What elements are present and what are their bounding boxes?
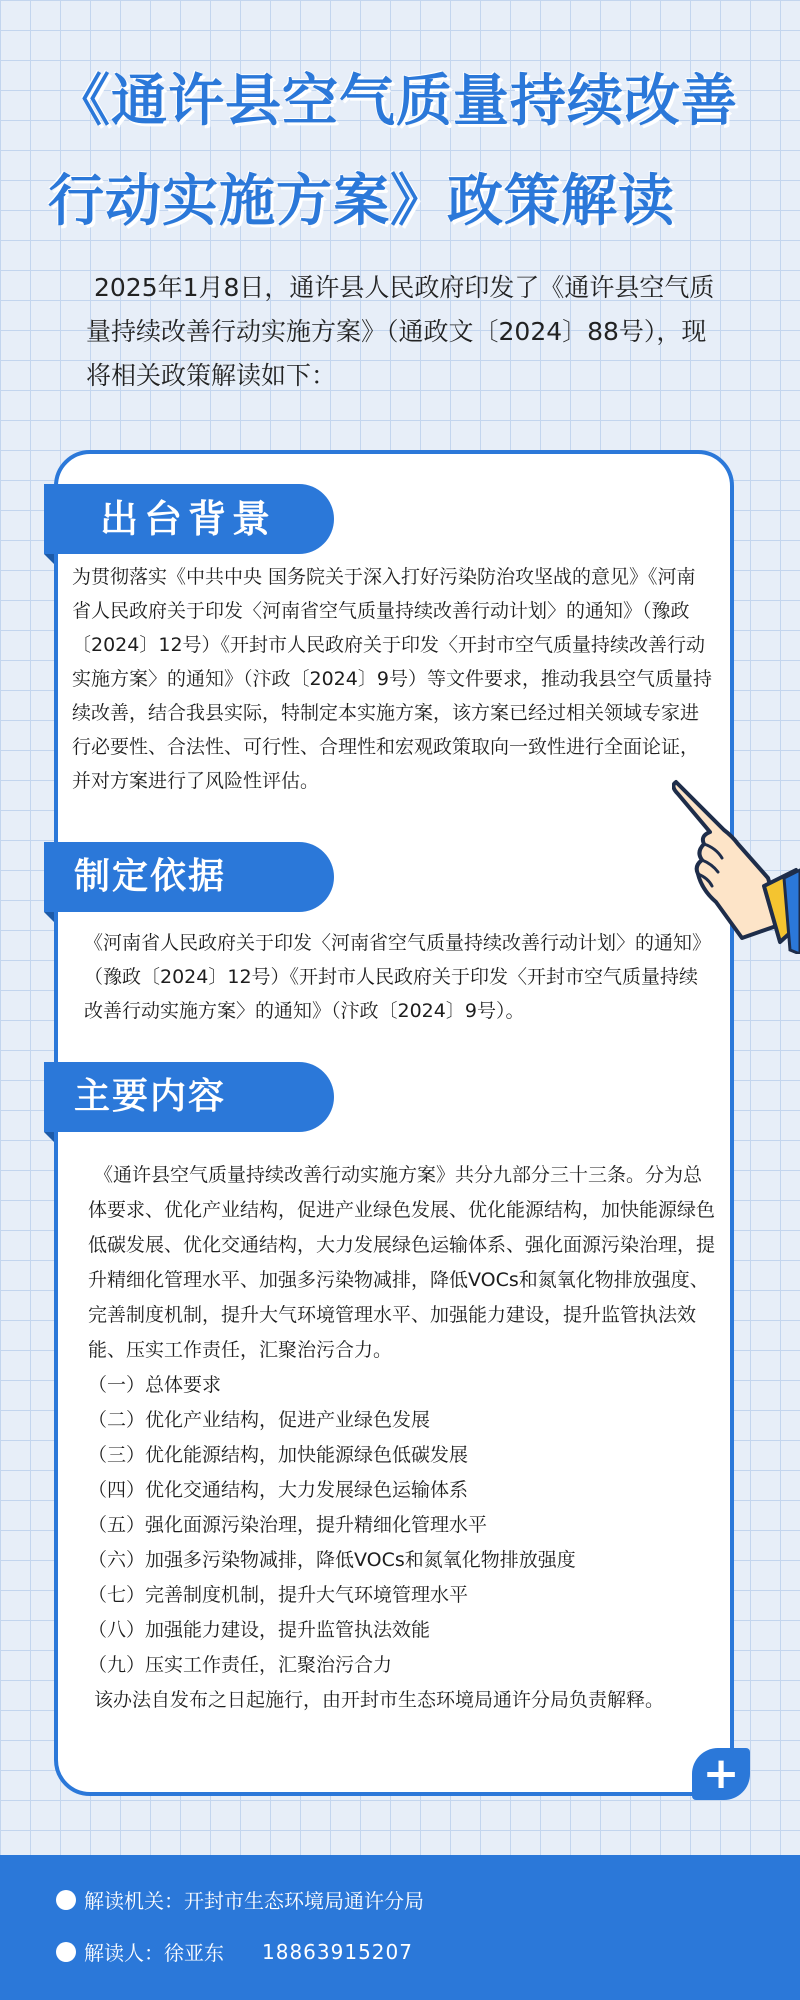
footer xyxy=(0,1855,800,2000)
title-line-1: 《通许县空气质量持续改善 xyxy=(54,69,738,134)
list-item: （七）完善制度机制，提升大气环境管理水平 xyxy=(88,1584,469,1606)
footer-person-row xyxy=(56,1937,413,1966)
footer-agency-row xyxy=(56,1885,424,1914)
title-line-2: 行动实施方案》政策解读 xyxy=(48,169,675,234)
main-content xyxy=(88,1158,718,1718)
list-item: （三）优化能源结构，加快能源绿色低碳发展 xyxy=(88,1444,469,1466)
bullet-dot-icon xyxy=(56,1890,76,1910)
page-title xyxy=(48,52,788,252)
list-item: （四）优化交通结构，大力发展绿色运输体系 xyxy=(88,1479,469,1501)
section-heading-background: 出台背景 xyxy=(44,484,334,554)
section-heading-content: 主要内容 xyxy=(44,1062,334,1132)
list-item: （六）加强多污染物减排，降低VOCs和氮氧化物排放强度 xyxy=(88,1549,576,1571)
footer-person: 解读人：徐亚东 xyxy=(84,1941,224,1965)
content-closing: 该办法自发布之日起施行，由开封市生态环境局通许分局负责解释。 xyxy=(94,1689,665,1711)
footer-phone: 18863915207 xyxy=(262,1939,413,1964)
content-summary: 《通许县空气质量持续改善行动实施方案》共分九部分三十三条。分为总体要求、优化产业结构，促进产业绿色发展、优化能源结构，加快能源绿色低碳发展、优化交通结构，大力发展绿色运输体系、强化面源污染治理，提升精细化管理水平、加强多污染物减排，降低VOCs和氮氧化物排放强度、完善制度机制，提升大气环境管理水平、加强能力建设，提升监管执法效能、压实工作责任，汇聚治污合力。 xyxy=(88,1164,716,1361)
list-item: （五）强化面源污染治理，提升精细化管理水平 xyxy=(88,1514,488,1536)
bullet-dot-icon xyxy=(56,1942,76,1962)
intro-paragraph: 2025年1月8日，通许县人民政府印发了《通许县空气质量持续改善行动实施方案》（通政文〔2024〕88号），现将相关政策解读如下： xyxy=(86,273,715,390)
background-text: 为贯彻落实《中共中央 国务院关于深入打好污染防治攻坚战的意见》《河南省人民政府关于印发〈河南省空气质量持续改善行动计划〉的通知》（豫政〔2024〕12号）《开封市人民政府关于印发〈开封市空气质量持续改善行动实施方案〉的通知》（汴政〔2024〕9号）等文件要求，推动我县空气质量持续改善，结合我县实际，特制定本实施方案，该方案已经过相关领域专家进行必要性、合法性、可行性、合理性和宏观政策取向一致性进行全面论证，并对方案进行了风险性评估。 xyxy=(72,566,712,792)
list-item: （二）优化产业结构，促进产业绿色发展 xyxy=(88,1409,431,1431)
section-heading-basis: 制定依据 xyxy=(44,842,334,912)
list-item: （一）总体要求 xyxy=(88,1374,222,1396)
list-item: （八）加强能力建设，提升监管执法效能 xyxy=(88,1619,431,1641)
basis-text: 《河南省人民政府关于印发〈河南省空气质量持续改善行动计划〉的通知》（豫政〔2024〕12号）《开封市人民政府关于印发〈开封市空气质量持续改善行动实施方案〉的通知》（汴政〔2024〕9号）。 xyxy=(84,932,712,1022)
list-item: （九）压实工作责任，汇聚治污合力 xyxy=(88,1654,393,1676)
plus-icon: + xyxy=(692,1748,750,1800)
footer-agency: 解读机关：开封市生态环境局通许分局 xyxy=(84,1889,424,1913)
